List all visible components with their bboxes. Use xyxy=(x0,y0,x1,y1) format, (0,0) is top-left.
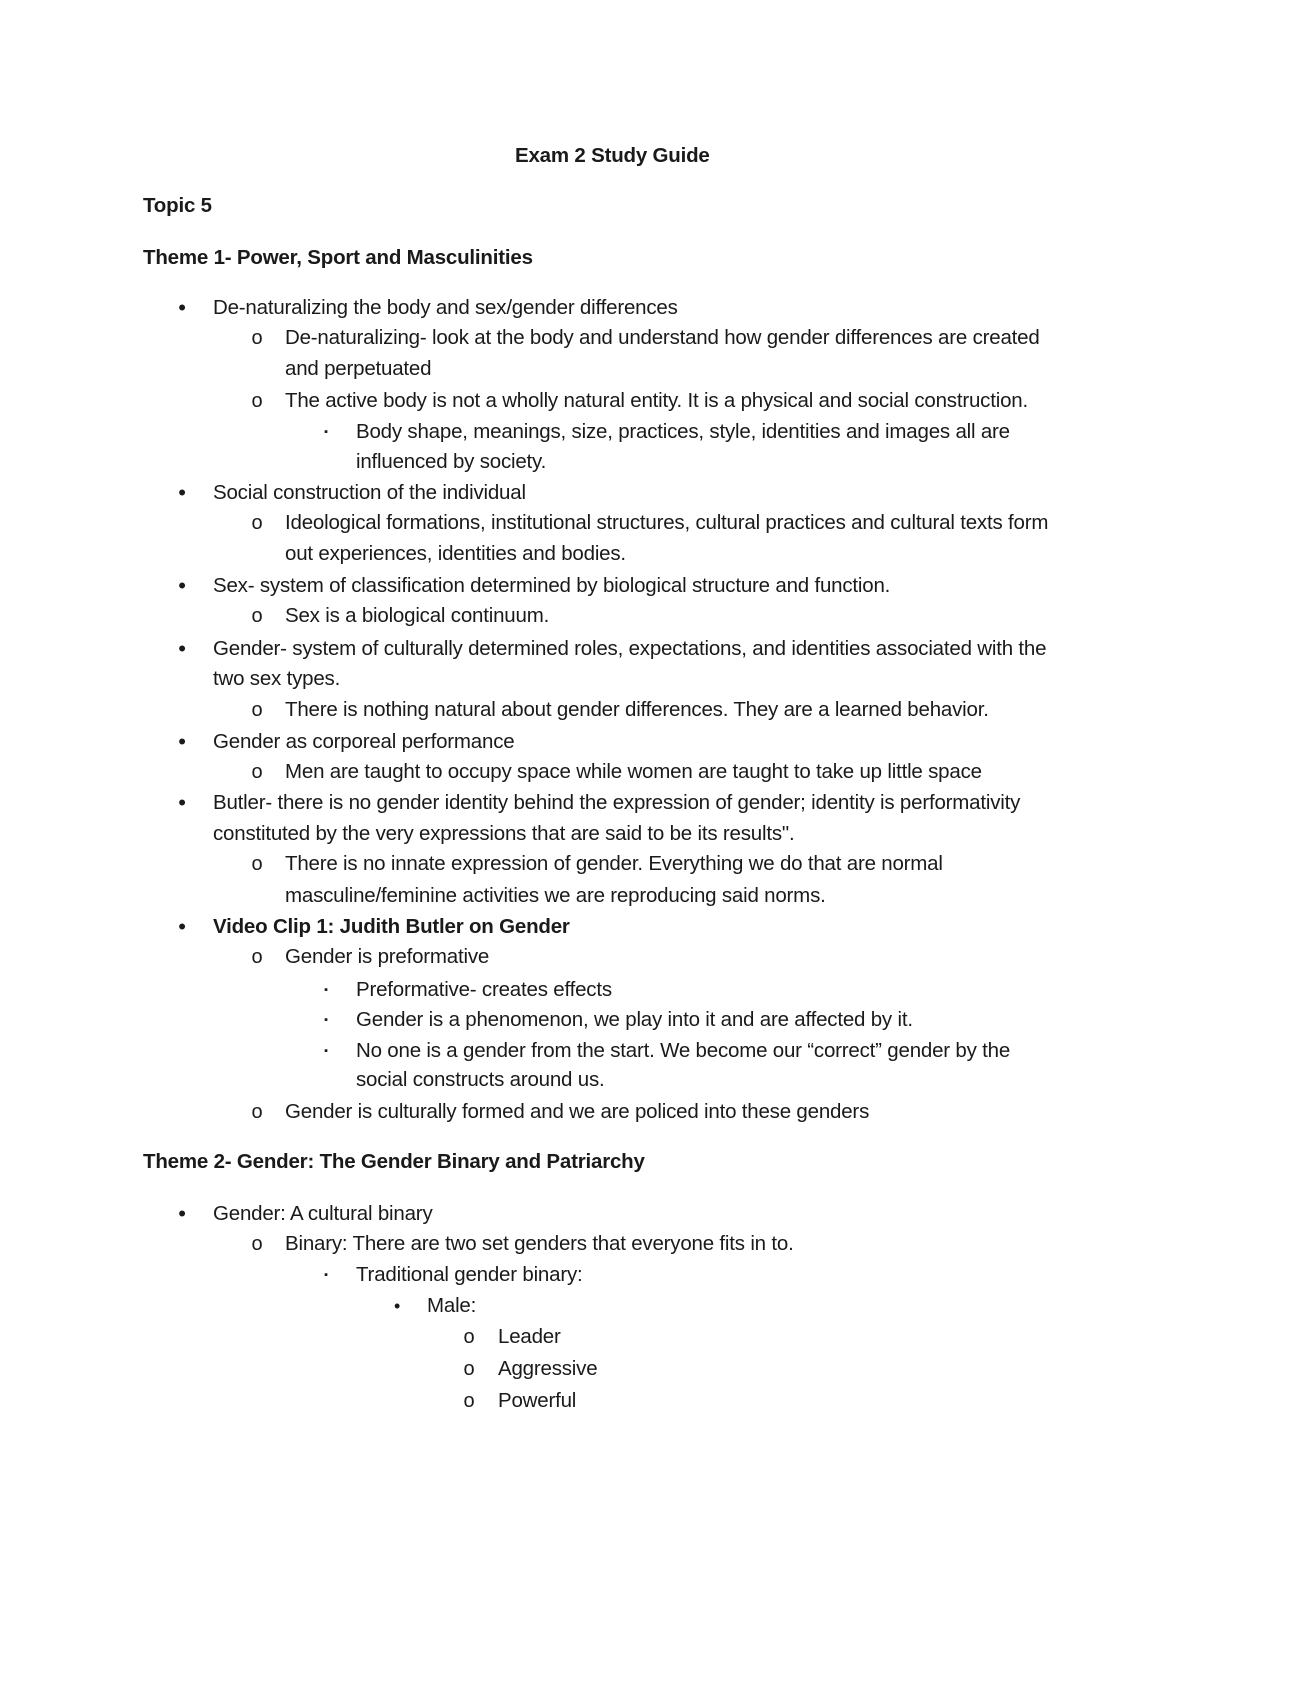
bullet-circle: o xyxy=(463,1390,475,1412)
list-item: Sex- system of classification determined by biological structure and function. xyxy=(213,574,891,597)
bullet-dot: • xyxy=(178,480,186,505)
list-item-continued: masculine/feminine activities we are reproducing said norms. xyxy=(285,884,826,907)
list-item: Male: xyxy=(427,1294,477,1317)
list-item-video-clip: Video Clip 1: Judith Butler on Gender xyxy=(213,915,570,938)
list-item: Sex is a biological continuum. xyxy=(285,604,550,627)
list-item: Gender: A cultural binary xyxy=(213,1202,433,1225)
bullet-dot: • xyxy=(178,573,186,598)
list-item: There is nothing natural about gender differences. They are a learned behavior. xyxy=(285,698,989,721)
topic-heading: Topic 5 xyxy=(143,194,212,217)
list-item: De-naturalizing- look at the body and understand how gender differences are created xyxy=(285,326,1040,349)
list-item: Binary: There are two set genders that everyone fits in to. xyxy=(285,1232,794,1255)
list-item: The active body is not a wholly natural entity. It is a physical and social construction. xyxy=(285,389,1028,412)
list-item: There is no innate expression of gender. Everything we do that are normal xyxy=(285,852,943,875)
bullet-circle: o xyxy=(251,327,263,349)
bullet-dot: • xyxy=(178,1201,186,1226)
bullet-dot: • xyxy=(178,636,186,661)
bullet-dot: • xyxy=(178,729,186,754)
theme2-heading: Theme 2- Gender: The Gender Binary and Patriarchy xyxy=(143,1150,645,1173)
bullet-circle: o xyxy=(463,1358,475,1380)
list-item-trait: Leader xyxy=(498,1325,561,1348)
list-item: De-naturalizing the body and sex/gender differences xyxy=(213,296,678,319)
list-item: Gender is a phenomenon, we play into it and are affected by it. xyxy=(356,1008,913,1031)
list-item: Body shape, meanings, size, practices, style, identities and images all are xyxy=(356,420,1010,443)
list-item: Preformative- creates effects xyxy=(356,978,612,1001)
list-item-continued: and perpetuated xyxy=(285,357,432,380)
bullet-circle: o xyxy=(251,1233,263,1255)
bullet-square: ▪ xyxy=(324,1045,328,1057)
bullet-dot: • xyxy=(393,1296,401,1316)
list-item: Butler- there is no gender identity behind the expression of gender; identity is performativity xyxy=(213,791,1021,814)
bullet-circle: o xyxy=(251,761,263,783)
list-item: No one is a gender from the start. We become our “correct” gender by the xyxy=(356,1039,1011,1062)
list-item: Social construction of the individual xyxy=(213,481,526,504)
bullet-square: ▪ xyxy=(324,984,328,996)
bullet-circle: o xyxy=(463,1326,475,1348)
bullet-dot: • xyxy=(178,790,186,815)
list-item: Ideological formations, institutional structures, cultural practices and cultural texts form xyxy=(285,511,1049,534)
list-item-continued: influenced by society. xyxy=(356,450,547,473)
bullet-circle: o xyxy=(251,390,263,412)
bullet-circle: o xyxy=(251,946,263,968)
list-item: Gender is culturally formed and we are policed into these genders xyxy=(285,1100,870,1123)
list-item-continued: social constructs around us. xyxy=(356,1068,605,1091)
bullet-square: ▪ xyxy=(324,426,328,438)
bullet-circle: o xyxy=(251,853,263,875)
bullet-circle: o xyxy=(251,512,263,534)
bullet-square: ▪ xyxy=(324,1269,328,1281)
list-item: Gender as corporeal performance xyxy=(213,730,515,753)
list-item-continued: constituted by the very expressions that are said to be its results". xyxy=(213,822,795,845)
bullet-circle: o xyxy=(251,605,263,627)
list-item: Gender- system of culturally determined roles, expectations, and identities associated with the xyxy=(213,637,1047,660)
list-item-continued: out experiences, identities and bodies. xyxy=(285,542,626,565)
bullet-circle: o xyxy=(251,1101,263,1123)
bullet-dot: • xyxy=(178,295,186,320)
theme1-heading: Theme 1- Power, Sport and Masculinities xyxy=(143,246,533,269)
list-item: Men are taught to occupy space while women are taught to take up little space xyxy=(285,760,982,783)
document-title: Exam 2 Study Guide xyxy=(515,144,710,167)
list-item: Traditional gender binary: xyxy=(356,1263,583,1286)
list-item: Gender is preformative xyxy=(285,945,490,968)
list-item-trait: Powerful xyxy=(498,1389,577,1412)
list-item-trait: Aggressive xyxy=(498,1357,598,1380)
bullet-square: ▪ xyxy=(324,1014,328,1026)
bullet-circle: o xyxy=(251,699,263,721)
list-item-continued: two sex types. xyxy=(213,667,341,690)
bullet-dot: • xyxy=(178,914,186,939)
